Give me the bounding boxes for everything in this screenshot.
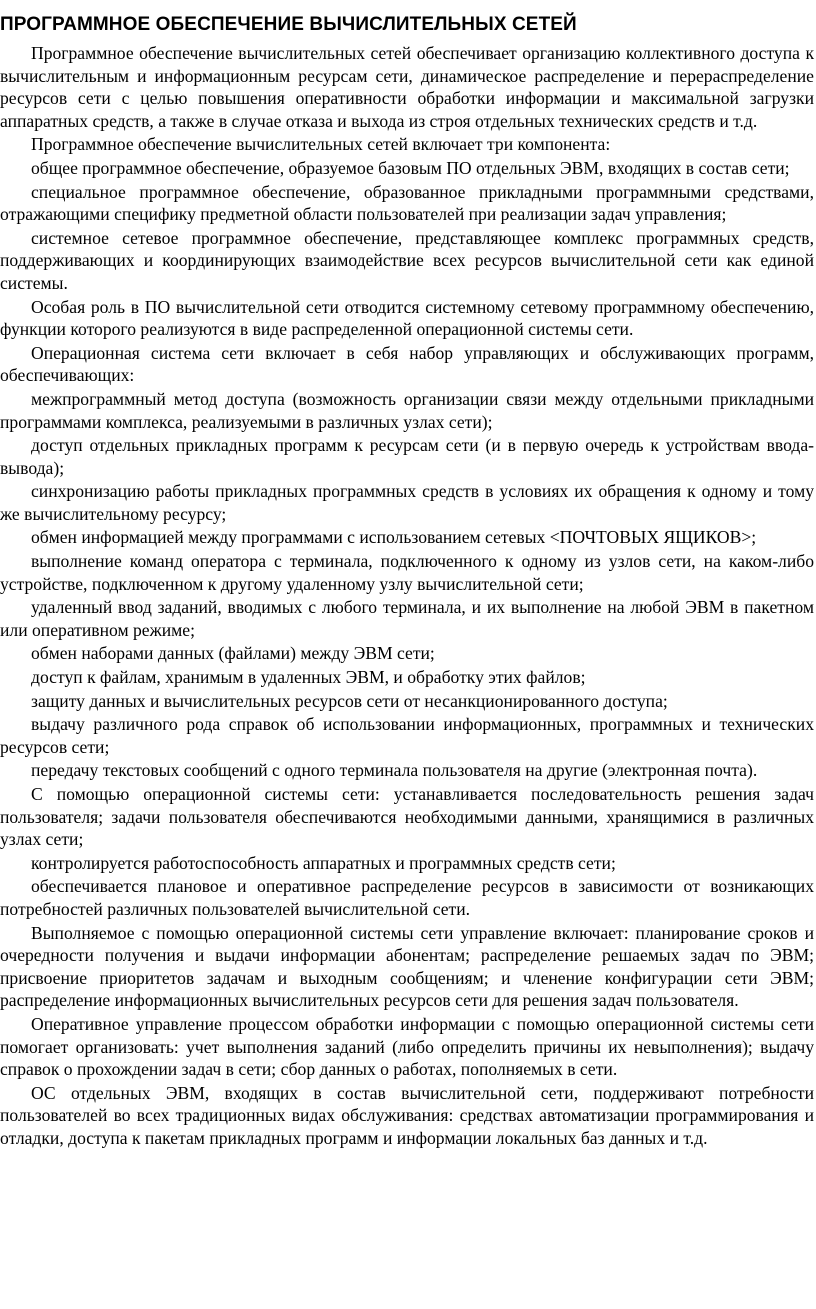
document-body <box>0 42 814 1150</box>
list-item-email: передачу текстовых сообщений с одного терминала пользователя на другие (электронная почта). <box>31 760 758 781</box>
list-item-resource-access: доступ отдельных прикладных программ к ресурсам сети (и в первую очередь к устройствам ввода-вывода); <box>0 435 814 478</box>
list-item-synchronization: синхронизацию работы прикладных программных средств в условиях их обращения к одному и тому же вычислительному ресурсу; <box>0 481 814 524</box>
list-item-usage-reports: выдачу различного рода справок об использовании информационных, программных и технических ресурсов сети; <box>0 714 814 757</box>
list-item-mailbox-exchange: обмен информацией между программами с использованием сетевых <ПОЧТОВЫХ ЯЩИКОВ>; <box>31 527 757 548</box>
paragraph-special-role: Особая роль в ПО вычислительной сети отводится системному сетевому программному обеспечению, функции которого реализуются в виде распределенной операционной системы сети. <box>0 296 814 340</box>
list-item-system-network-software: системное сетевое программное обеспечение, представляющее комплекс программных средств, поддерживающих и координирующих взаимодействие всех ресурсов вычислительной сети как единой системы. <box>0 227 814 293</box>
list-item-operator-commands: выполнение команд оператора с терминала, подключенного к одному из узлов сети, на каком-либо устройстве, подключенном к другому удаленному узлу вычислительной сети; <box>0 551 814 594</box>
paragraph-management: Выполняемое с помощью операционной системы сети управление включает: планирование сроков и очередности получения и выдачи информации абонентам; распределение решаемых задач по ЭВМ; присвоение приоритетов задачам и выходным сообщениям; и членение конфигурации сети ЭВМ; распределение информационных вычислительных ресурсов сети для решения задач пользователя. <box>0 922 814 1011</box>
list-item-special-software: специальное программное обеспечение, образованное прикладными программными средствами, отражающими специфику предметной области пользователей при реализации задач управления; <box>0 181 814 225</box>
list-item-file-exchange: обмен наборами данных (файлами) между ЭВМ сети; <box>31 643 435 664</box>
paragraph-components-lead: Программное обеспечение вычислительных сетей включает три компонента: <box>31 134 611 155</box>
list-item-resource-allocation: обеспечивается плановое и оперативное распределение ресурсов в зависимости от возникающих потребностей различных пользователей вычислительной сети. <box>0 876 814 919</box>
document-title: ПРОГРАММНОЕ ОБЕСПЕЧЕНИЕ ВЫЧИСЛИТЕЛЬНЫХ СЕТЕЙ <box>0 14 577 35</box>
paragraph-os-includes: Операционная система сети включает в себя набор управляющих и обслуживающих программ, обеспечивающих: <box>0 342 814 386</box>
list-item-general-software: общее программное обеспечение, образуемое базовым ПО отдельных ЭВМ, входящих в состав сети; <box>31 157 790 178</box>
paragraph-intro: Программное обеспечение вычислительных сетей обеспечивает организацию коллективного доступа к вычислительным и информационным ресурсам сети, динамическое распределение и перераспределение ресурсов сети с целью повышения оперативности обработки информации и максимальной загрузки аппаратных средств, а также в случае отказа и выхода из строя отдельных технических средств и т.д. <box>0 43 814 131</box>
list-item-data-protection: защиту данных и вычислительных ресурсов сети от несанкционированного доступа; <box>31 690 668 711</box>
list-item-health-monitoring: контролируется работоспособность аппаратных и программных средств сети; <box>31 852 616 873</box>
paragraph-individual-os: ОС отдельных ЭВМ, входящих в состав вычислительной сети, поддерживают потребности пользователей во всех традиционных видах обслуживания: средствах автоматизации программирования и отладки, доступа к пакетам прикладных программ и информации локальных баз данных и т.д. <box>0 1082 814 1148</box>
paragraph-os-capabilities: С помощью операционной системы сети: устанавливается последовательность решения задач пользователя; задачи пользователя обеспечиваются необходимыми данными, хранящимися в различных узлах сети; <box>0 784 814 850</box>
paragraph-operational-control: Оперативное управление процессом обработки информации с помощью операционной системы сети помогает организовать: учет выполнения заданий (либо определить причины их невыполнения); выдачу справок о прохождении задач в сети; сбор данных о работах, пополняемых в сети. <box>0 1013 814 1080</box>
list-item-remote-file-access: доступ к файлам, хранимым в удаленных ЭВМ, и обработку этих файлов; <box>31 667 586 688</box>
list-item-remote-job-entry: удаленный ввод заданий, вводимых с любого терминала, и их выполнение на любой ЭВМ в пакетном или оперативном режиме; <box>0 597 814 640</box>
list-item-interprogram-access: межпрограммный метод доступа (возможность организации связи между отдельными прикладными программами комплекса, реализуемыми в различных узлах сети); <box>0 388 814 432</box>
